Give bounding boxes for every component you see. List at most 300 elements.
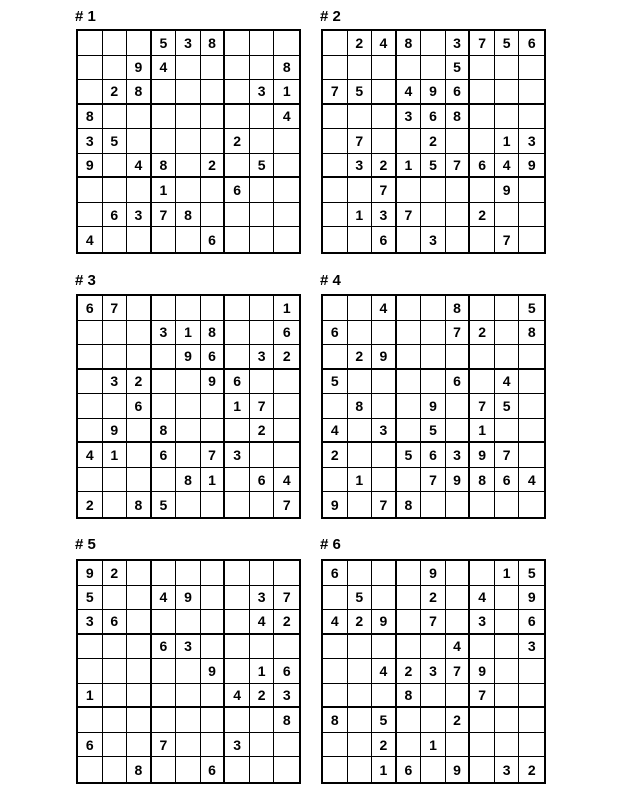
- sudoku-cell[interactable]: 8: [176, 468, 201, 493]
- sudoku-cell[interactable]: [176, 659, 201, 684]
- sudoku-cell[interactable]: [78, 178, 103, 203]
- sudoku-cell[interactable]: [201, 635, 226, 660]
- sudoku-cell[interactable]: [495, 296, 520, 321]
- sudoku-cell[interactable]: 4: [372, 659, 397, 684]
- sudoku-cell[interactable]: [225, 321, 250, 346]
- sudoku-cell[interactable]: [348, 105, 373, 130]
- sudoku-cell[interactable]: [495, 635, 520, 660]
- sudoku-cell[interactable]: 1: [495, 129, 520, 154]
- sudoku-cell[interactable]: [250, 370, 275, 395]
- sudoku-cell[interactable]: [446, 492, 471, 517]
- sudoku-cell[interactable]: [127, 635, 152, 660]
- sudoku-cell[interactable]: 4: [372, 31, 397, 56]
- sudoku-cell[interactable]: 4: [495, 370, 520, 395]
- sudoku-cell[interactable]: 6: [250, 468, 275, 493]
- sudoku-cell[interactable]: 4: [397, 80, 422, 105]
- sudoku-cell[interactable]: [176, 419, 201, 444]
- sudoku-cell[interactable]: 8: [470, 468, 495, 493]
- sudoku-cell[interactable]: [176, 684, 201, 709]
- sudoku-cell[interactable]: [446, 561, 471, 586]
- sudoku-cell[interactable]: 1: [372, 757, 397, 782]
- sudoku-cell[interactable]: [495, 659, 520, 684]
- sudoku-cell[interactable]: 7: [421, 468, 446, 493]
- sudoku-cell[interactable]: [78, 757, 103, 782]
- sudoku-cell[interactable]: 7: [446, 659, 471, 684]
- sudoku-cell[interactable]: 4: [274, 105, 299, 130]
- sudoku-cell[interactable]: [274, 31, 299, 56]
- sudoku-cell[interactable]: 6: [495, 468, 520, 493]
- sudoku-cell[interactable]: 8: [397, 684, 422, 709]
- sudoku-cell[interactable]: [519, 345, 544, 370]
- sudoku-cell[interactable]: [250, 56, 275, 81]
- sudoku-cell[interactable]: [421, 635, 446, 660]
- sudoku-cell[interactable]: 7: [446, 321, 471, 346]
- sudoku-cell[interactable]: [372, 684, 397, 709]
- sudoku-cell[interactable]: 7: [470, 31, 495, 56]
- sudoku-cell[interactable]: [152, 296, 177, 321]
- sudoku-cell[interactable]: 7: [421, 610, 446, 635]
- sudoku-cell[interactable]: [372, 635, 397, 660]
- sudoku-cell[interactable]: 5: [519, 296, 544, 321]
- sudoku-cell[interactable]: [176, 227, 201, 252]
- sudoku-cell[interactable]: [495, 345, 520, 370]
- sudoku-cell[interactable]: [103, 492, 128, 517]
- sudoku-cell[interactable]: [372, 321, 397, 346]
- sudoku-cell[interactable]: [323, 154, 348, 179]
- sudoku-cell[interactable]: [421, 492, 446, 517]
- sudoku-cell[interactable]: [201, 203, 226, 228]
- sudoku-cell[interactable]: [201, 708, 226, 733]
- sudoku-cell[interactable]: [519, 443, 544, 468]
- sudoku-cell[interactable]: [446, 203, 471, 228]
- sudoku-cell[interactable]: [250, 443, 275, 468]
- sudoku-cell[interactable]: [201, 394, 226, 419]
- sudoku-cell[interactable]: [201, 56, 226, 81]
- sudoku-cell[interactable]: [519, 370, 544, 395]
- sudoku-cell[interactable]: [348, 227, 373, 252]
- sudoku-cell[interactable]: [127, 684, 152, 709]
- sudoku-cell[interactable]: 6: [421, 443, 446, 468]
- sudoku-cell[interactable]: [519, 203, 544, 228]
- sudoku-cell[interactable]: [274, 129, 299, 154]
- sudoku-cell[interactable]: [470, 492, 495, 517]
- sudoku-cell[interactable]: 4: [127, 154, 152, 179]
- sudoku-cell[interactable]: [127, 586, 152, 611]
- sudoku-cell[interactable]: 2: [274, 345, 299, 370]
- sudoku-cell[interactable]: [78, 708, 103, 733]
- sudoku-cell[interactable]: [495, 684, 520, 709]
- sudoku-cell[interactable]: [152, 610, 177, 635]
- sudoku-cell[interactable]: 5: [372, 708, 397, 733]
- sudoku-cell[interactable]: [372, 129, 397, 154]
- sudoku-cell[interactable]: 9: [176, 586, 201, 611]
- sudoku-cell[interactable]: 6: [323, 561, 348, 586]
- sudoku-cell[interactable]: 8: [397, 492, 422, 517]
- sudoku-cell[interactable]: [78, 31, 103, 56]
- sudoku-cell[interactable]: 1: [250, 659, 275, 684]
- sudoku-cell[interactable]: [519, 178, 544, 203]
- sudoku-cell[interactable]: 1: [225, 394, 250, 419]
- sudoku-cell[interactable]: [127, 659, 152, 684]
- sudoku-cell[interactable]: 3: [103, 370, 128, 395]
- sudoku-cell[interactable]: [225, 586, 250, 611]
- sudoku-cell[interactable]: [78, 394, 103, 419]
- sudoku-cell[interactable]: [152, 105, 177, 130]
- sudoku-cell[interactable]: [201, 610, 226, 635]
- sudoku-cell[interactable]: 3: [397, 105, 422, 130]
- sudoku-cell[interactable]: [103, 154, 128, 179]
- sudoku-cell[interactable]: 6: [446, 80, 471, 105]
- sudoku-cell[interactable]: [152, 708, 177, 733]
- sudoku-cell[interactable]: 6: [103, 203, 128, 228]
- sudoku-cell[interactable]: 9: [323, 492, 348, 517]
- sudoku-cell[interactable]: [519, 733, 544, 758]
- sudoku-cell[interactable]: [446, 178, 471, 203]
- sudoku-cell[interactable]: 3: [348, 154, 373, 179]
- sudoku-cell[interactable]: [103, 684, 128, 709]
- sudoku-cell[interactable]: [397, 178, 422, 203]
- sudoku-cell[interactable]: [397, 635, 422, 660]
- sudoku-cell[interactable]: [176, 757, 201, 782]
- sudoku-cell[interactable]: [274, 370, 299, 395]
- sudoku-cell[interactable]: 1: [103, 443, 128, 468]
- sudoku-cell[interactable]: [250, 708, 275, 733]
- sudoku-cell[interactable]: 9: [470, 443, 495, 468]
- sudoku-cell[interactable]: [495, 492, 520, 517]
- sudoku-cell[interactable]: [372, 105, 397, 130]
- sudoku-cell[interactable]: [446, 733, 471, 758]
- sudoku-cell[interactable]: [78, 659, 103, 684]
- sudoku-cell[interactable]: [274, 757, 299, 782]
- sudoku-cell[interactable]: [421, 708, 446, 733]
- sudoku-cell[interactable]: 8: [274, 56, 299, 81]
- sudoku-cell[interactable]: [250, 203, 275, 228]
- sudoku-cell[interactable]: 4: [78, 227, 103, 252]
- sudoku-cell[interactable]: [176, 56, 201, 81]
- sudoku-cell[interactable]: [103, 178, 128, 203]
- sudoku-cell[interactable]: [274, 154, 299, 179]
- sudoku-cell[interactable]: 3: [519, 635, 544, 660]
- sudoku-cell[interactable]: 9: [201, 659, 226, 684]
- sudoku-cell[interactable]: 5: [250, 154, 275, 179]
- sudoku-cell[interactable]: 6: [225, 178, 250, 203]
- sudoku-cell[interactable]: 9: [78, 561, 103, 586]
- sudoku-cell[interactable]: [225, 492, 250, 517]
- sudoku-cell[interactable]: 8: [127, 757, 152, 782]
- sudoku-cell[interactable]: [127, 610, 152, 635]
- sudoku-cell[interactable]: 4: [225, 684, 250, 709]
- sudoku-cell[interactable]: [372, 443, 397, 468]
- sudoku-cell[interactable]: 3: [250, 80, 275, 105]
- sudoku-cell[interactable]: [372, 561, 397, 586]
- sudoku-cell[interactable]: [470, 635, 495, 660]
- sudoku-cell[interactable]: [127, 296, 152, 321]
- sudoku-cell[interactable]: 6: [225, 370, 250, 395]
- sudoku-cell[interactable]: [519, 394, 544, 419]
- sudoku-cell[interactable]: [495, 610, 520, 635]
- sudoku-cell[interactable]: [348, 757, 373, 782]
- sudoku-cell[interactable]: [323, 757, 348, 782]
- sudoku-cell[interactable]: [421, 178, 446, 203]
- sudoku-cell[interactable]: 2: [225, 129, 250, 154]
- sudoku-cell[interactable]: 1: [470, 419, 495, 444]
- sudoku-cell[interactable]: [152, 757, 177, 782]
- sudoku-cell[interactable]: [201, 129, 226, 154]
- sudoku-cell[interactable]: 6: [201, 757, 226, 782]
- sudoku-cell[interactable]: 8: [78, 105, 103, 130]
- sudoku-cell[interactable]: 8: [519, 321, 544, 346]
- sudoku-cell[interactable]: [470, 708, 495, 733]
- sudoku-cell[interactable]: 2: [127, 370, 152, 395]
- sudoku-cell[interactable]: 3: [421, 227, 446, 252]
- sudoku-cell[interactable]: [348, 419, 373, 444]
- sudoku-cell[interactable]: [519, 419, 544, 444]
- sudoku-cell[interactable]: 3: [274, 684, 299, 709]
- sudoku-cell[interactable]: [225, 468, 250, 493]
- sudoku-cell[interactable]: [470, 561, 495, 586]
- sudoku-cell[interactable]: 9: [446, 468, 471, 493]
- sudoku-cell[interactable]: 2: [372, 733, 397, 758]
- sudoku-cell[interactable]: [176, 394, 201, 419]
- sudoku-cell[interactable]: 5: [348, 586, 373, 611]
- sudoku-cell[interactable]: 6: [274, 659, 299, 684]
- sudoku-cell[interactable]: [152, 394, 177, 419]
- sudoku-cell[interactable]: 7: [323, 80, 348, 105]
- sudoku-cell[interactable]: 3: [176, 31, 201, 56]
- sudoku-cell[interactable]: [250, 296, 275, 321]
- sudoku-cell[interactable]: 3: [446, 443, 471, 468]
- sudoku-cell[interactable]: 1: [274, 80, 299, 105]
- sudoku-cell[interactable]: 2: [323, 443, 348, 468]
- sudoku-cell[interactable]: 7: [348, 129, 373, 154]
- sudoku-cell[interactable]: [225, 203, 250, 228]
- sudoku-cell[interactable]: [421, 684, 446, 709]
- sudoku-cell[interactable]: 8: [152, 419, 177, 444]
- sudoku-cell[interactable]: [274, 394, 299, 419]
- sudoku-cell[interactable]: [250, 492, 275, 517]
- sudoku-cell[interactable]: [176, 129, 201, 154]
- sudoku-cell[interactable]: 4: [470, 586, 495, 611]
- sudoku-cell[interactable]: [225, 105, 250, 130]
- sudoku-cell[interactable]: 3: [225, 443, 250, 468]
- sudoku-cell[interactable]: 5: [446, 56, 471, 81]
- sudoku-cell[interactable]: [103, 321, 128, 346]
- sudoku-cell[interactable]: 7: [495, 443, 520, 468]
- sudoku-cell[interactable]: [372, 586, 397, 611]
- sudoku-cell[interactable]: [495, 708, 520, 733]
- sudoku-cell[interactable]: 1: [274, 296, 299, 321]
- sudoku-cell[interactable]: [250, 757, 275, 782]
- sudoku-cell[interactable]: [397, 419, 422, 444]
- sudoku-cell[interactable]: [78, 468, 103, 493]
- sudoku-cell[interactable]: [201, 684, 226, 709]
- sudoku-cell[interactable]: [103, 31, 128, 56]
- sudoku-cell[interactable]: 7: [152, 203, 177, 228]
- sudoku-cell[interactable]: [250, 733, 275, 758]
- sudoku-cell[interactable]: [348, 561, 373, 586]
- sudoku-cell[interactable]: [127, 345, 152, 370]
- sudoku-cell[interactable]: 2: [446, 708, 471, 733]
- sudoku-cell[interactable]: 5: [348, 80, 373, 105]
- sudoku-cell[interactable]: [372, 394, 397, 419]
- sudoku-cell[interactable]: [78, 321, 103, 346]
- sudoku-cell[interactable]: [274, 733, 299, 758]
- sudoku-cell[interactable]: [152, 659, 177, 684]
- sudoku-cell[interactable]: [372, 80, 397, 105]
- sudoku-cell[interactable]: 7: [250, 394, 275, 419]
- sudoku-cell[interactable]: [201, 296, 226, 321]
- sudoku-cell[interactable]: [323, 345, 348, 370]
- sudoku-cell[interactable]: [250, 105, 275, 130]
- sudoku-cell[interactable]: [348, 370, 373, 395]
- sudoku-cell[interactable]: [323, 129, 348, 154]
- sudoku-cell[interactable]: [470, 227, 495, 252]
- sudoku-cell[interactable]: [250, 635, 275, 660]
- sudoku-cell[interactable]: [446, 419, 471, 444]
- sudoku-cell[interactable]: [103, 227, 128, 252]
- sudoku-cell[interactable]: [323, 31, 348, 56]
- sudoku-cell[interactable]: 7: [201, 443, 226, 468]
- sudoku-cell[interactable]: [127, 708, 152, 733]
- sudoku-cell[interactable]: [274, 419, 299, 444]
- sudoku-cell[interactable]: [250, 561, 275, 586]
- sudoku-cell[interactable]: 3: [127, 203, 152, 228]
- sudoku-cell[interactable]: [397, 370, 422, 395]
- sudoku-cell[interactable]: [225, 659, 250, 684]
- sudoku-cell[interactable]: 6: [470, 154, 495, 179]
- sudoku-cell[interactable]: 3: [446, 31, 471, 56]
- sudoku-cell[interactable]: [397, 394, 422, 419]
- sudoku-cell[interactable]: 1: [78, 684, 103, 709]
- sudoku-cell[interactable]: [397, 129, 422, 154]
- sudoku-cell[interactable]: [519, 227, 544, 252]
- sudoku-cell[interactable]: [103, 56, 128, 81]
- sudoku-cell[interactable]: 3: [78, 610, 103, 635]
- sudoku-cell[interactable]: [495, 203, 520, 228]
- sudoku-cell[interactable]: 5: [152, 31, 177, 56]
- sudoku-cell[interactable]: 3: [372, 203, 397, 228]
- sudoku-cell[interactable]: [103, 345, 128, 370]
- sudoku-cell[interactable]: 6: [421, 105, 446, 130]
- sudoku-cell[interactable]: [201, 105, 226, 130]
- sudoku-cell[interactable]: 7: [282, 496, 291, 513]
- sudoku-cell[interactable]: [152, 561, 177, 586]
- sudoku-cell[interactable]: [176, 370, 201, 395]
- sudoku-cell[interactable]: [348, 684, 373, 709]
- sudoku-cell[interactable]: 1: [397, 154, 422, 179]
- sudoku-cell[interactable]: 1: [176, 321, 201, 346]
- sudoku-cell[interactable]: [127, 178, 152, 203]
- sudoku-cell[interactable]: 8: [446, 296, 471, 321]
- sudoku-cell[interactable]: [103, 635, 128, 660]
- sudoku-cell[interactable]: 7: [152, 733, 177, 758]
- sudoku-cell[interactable]: [348, 296, 373, 321]
- sudoku-cell[interactable]: 9: [421, 561, 446, 586]
- sudoku-cell[interactable]: [103, 757, 128, 782]
- sudoku-cell[interactable]: 3: [225, 733, 250, 758]
- sudoku-cell[interactable]: [348, 492, 373, 517]
- sudoku-cell[interactable]: [176, 561, 201, 586]
- sudoku-cell[interactable]: [323, 296, 348, 321]
- sudoku-cell[interactable]: 8: [127, 80, 152, 105]
- sudoku-cell[interactable]: [225, 80, 250, 105]
- sudoku-cell[interactable]: 1: [495, 561, 520, 586]
- sudoku-cell[interactable]: [152, 370, 177, 395]
- sudoku-cell[interactable]: [421, 345, 446, 370]
- sudoku-cell[interactable]: 2: [348, 345, 373, 370]
- sudoku-cell[interactable]: [495, 56, 520, 81]
- sudoku-cell[interactable]: [78, 370, 103, 395]
- sudoku-cell[interactable]: [323, 733, 348, 758]
- sudoku-cell[interactable]: [397, 561, 422, 586]
- sudoku-cell[interactable]: 9: [176, 345, 201, 370]
- sudoku-cell[interactable]: [495, 586, 520, 611]
- sudoku-cell[interactable]: [78, 203, 103, 228]
- sudoku-cell[interactable]: 9: [201, 370, 226, 395]
- sudoku-cell[interactable]: [421, 31, 446, 56]
- sudoku-cell[interactable]: 2: [348, 610, 373, 635]
- sudoku-cell[interactable]: [470, 178, 495, 203]
- sudoku-cell[interactable]: [201, 178, 226, 203]
- sudoku-cell[interactable]: [470, 733, 495, 758]
- sudoku-cell[interactable]: 3: [470, 610, 495, 635]
- sudoku-cell[interactable]: [323, 203, 348, 228]
- sudoku-cell[interactable]: [176, 492, 201, 517]
- sudoku-cell[interactable]: [225, 56, 250, 81]
- sudoku-cell[interactable]: 1: [201, 468, 226, 493]
- sudoku-cell[interactable]: 3: [176, 635, 201, 660]
- sudoku-cell[interactable]: [103, 708, 128, 733]
- sudoku-cell[interactable]: 6: [519, 31, 544, 56]
- sudoku-cell[interactable]: [176, 708, 201, 733]
- sudoku-cell[interactable]: [78, 56, 103, 81]
- sudoku-cell[interactable]: [274, 635, 299, 660]
- sudoku-cell[interactable]: [176, 178, 201, 203]
- sudoku-cell[interactable]: 3: [250, 345, 275, 370]
- sudoku-cell[interactable]: [225, 610, 250, 635]
- sudoku-cell[interactable]: 6: [152, 635, 177, 660]
- sudoku-cell[interactable]: [470, 105, 495, 130]
- sudoku-cell[interactable]: 3: [250, 586, 275, 611]
- sudoku-cell[interactable]: 9: [127, 56, 152, 81]
- sudoku-cell[interactable]: [421, 296, 446, 321]
- sudoku-cell[interactable]: 3: [78, 129, 103, 154]
- sudoku-cell[interactable]: 7: [397, 203, 422, 228]
- sudoku-cell[interactable]: 2: [274, 610, 299, 635]
- sudoku-cell[interactable]: [348, 321, 373, 346]
- sudoku-cell[interactable]: 5: [397, 443, 422, 468]
- sudoku-cell[interactable]: [421, 203, 446, 228]
- sudoku-cell[interactable]: [103, 468, 128, 493]
- sudoku-cell[interactable]: [495, 321, 520, 346]
- sudoku-cell[interactable]: [152, 80, 177, 105]
- sudoku-cell[interactable]: [250, 227, 275, 252]
- sudoku-cell[interactable]: [519, 105, 544, 130]
- sudoku-cell[interactable]: [372, 56, 397, 81]
- sudoku-cell[interactable]: 2: [78, 492, 103, 517]
- sudoku-cell[interactable]: 6: [78, 733, 103, 758]
- sudoku-cell[interactable]: [225, 296, 250, 321]
- sudoku-cell[interactable]: [470, 80, 495, 105]
- sudoku-cell[interactable]: 6: [519, 610, 544, 635]
- sudoku-cell[interactable]: [176, 733, 201, 758]
- sudoku-cell[interactable]: 5: [421, 154, 446, 179]
- sudoku-cell[interactable]: [348, 56, 373, 81]
- sudoku-cell[interactable]: [397, 345, 422, 370]
- sudoku-cell[interactable]: [372, 370, 397, 395]
- sudoku-cell[interactable]: [470, 56, 495, 81]
- sudoku-cell[interactable]: [127, 733, 152, 758]
